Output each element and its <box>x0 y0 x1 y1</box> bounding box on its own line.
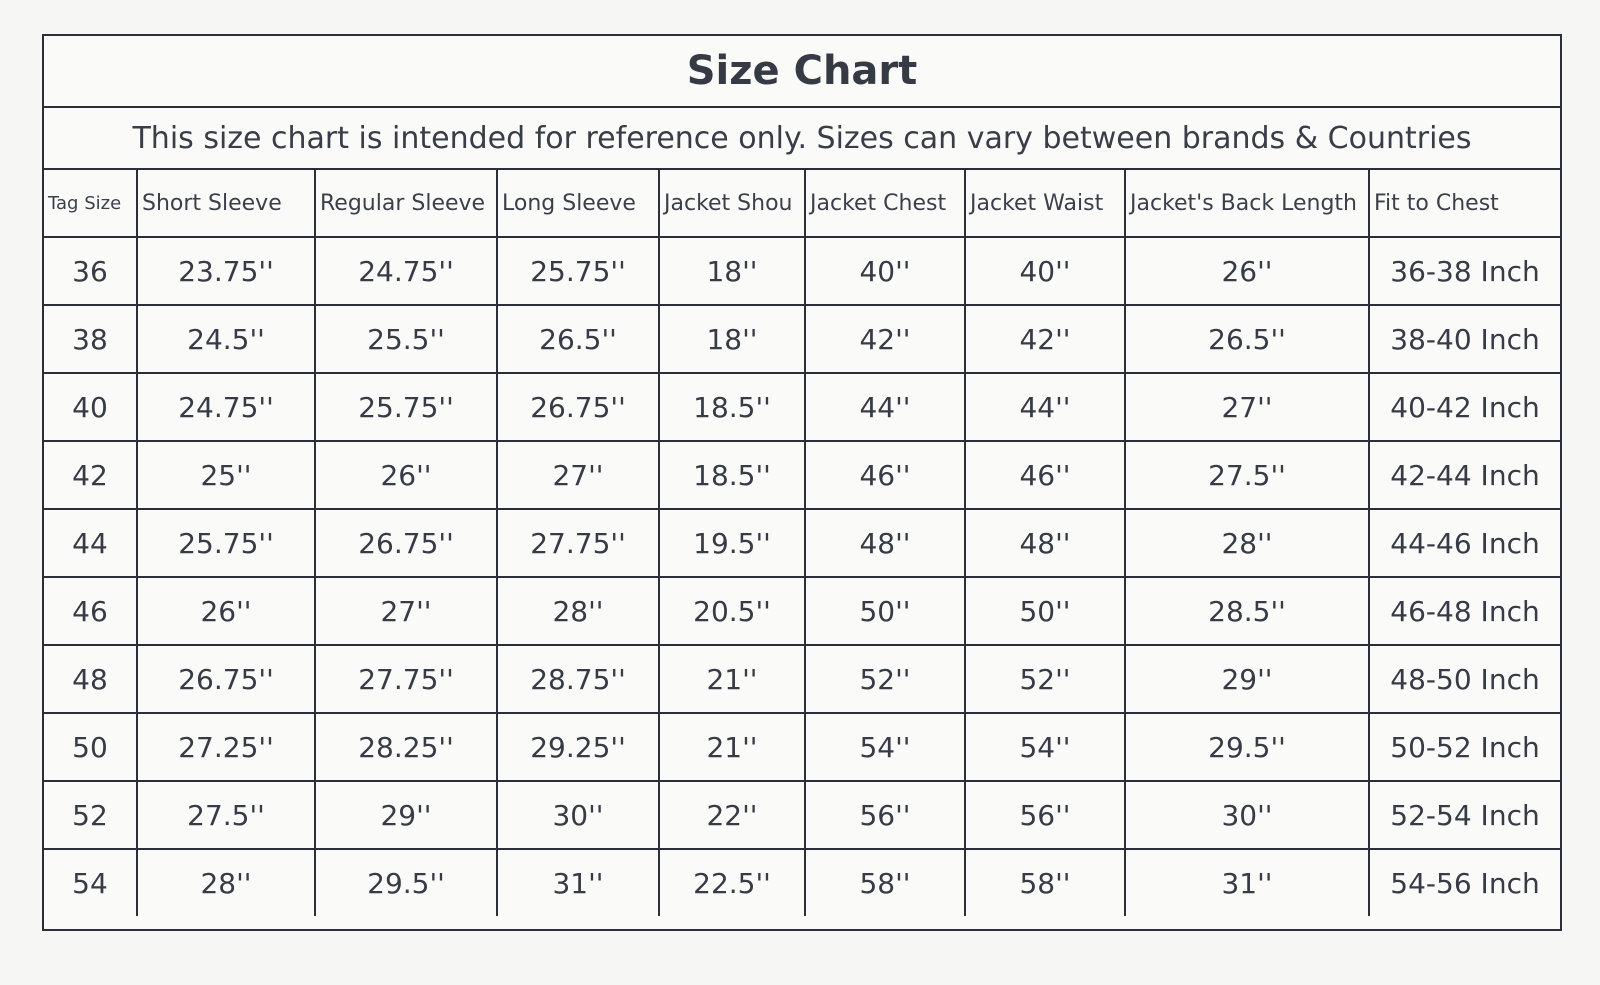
table-cell: 28'' <box>1125 509 1369 577</box>
table-cell: 27.75'' <box>497 509 659 577</box>
table-cell: 30'' <box>1125 781 1369 849</box>
table-cell: 18.5'' <box>659 373 805 441</box>
chart-title: Size Chart <box>44 36 1560 108</box>
header-row <box>44 170 1560 237</box>
table-cell: 40-42 Inch <box>1369 373 1560 441</box>
table-cell: 52-54 Inch <box>1369 781 1560 849</box>
table-cell: 54 <box>44 849 137 916</box>
table-row <box>44 849 1560 916</box>
table-cell: 18'' <box>659 237 805 305</box>
table-cell: 42 <box>44 441 137 509</box>
table-cell: 42-44 Inch <box>1369 441 1560 509</box>
table-cell: 44'' <box>965 373 1125 441</box>
table-row <box>44 509 1560 577</box>
table-cell: 40 <box>44 373 137 441</box>
table-cell: 28'' <box>497 577 659 645</box>
table-cell: 50'' <box>965 577 1125 645</box>
table-row <box>44 305 1560 373</box>
table-cell: 25.75'' <box>315 373 497 441</box>
table-cell: 21'' <box>659 713 805 781</box>
table-cell: 18.5'' <box>659 441 805 509</box>
table-cell: 27.5'' <box>137 781 315 849</box>
table-cell: 28.25'' <box>315 713 497 781</box>
table-cell: 26.5'' <box>1125 305 1369 373</box>
table-cell: 52'' <box>965 645 1125 713</box>
table-cell: 50-52 Inch <box>1369 713 1560 781</box>
table-cell: 36 <box>44 237 137 305</box>
table-cell: 29'' <box>315 781 497 849</box>
table-cell: 36-38 Inch <box>1369 237 1560 305</box>
table-cell: 26.75'' <box>497 373 659 441</box>
table-cell: 26.75'' <box>315 509 497 577</box>
table-cell: 50 <box>44 713 137 781</box>
table-cell: 50'' <box>805 577 965 645</box>
table-cell: 54'' <box>965 713 1125 781</box>
table-cell: 29.25'' <box>497 713 659 781</box>
table-row <box>44 645 1560 713</box>
chart-disclaimer: This size chart is intended for reference only. Sizes can vary between brands & Countries <box>44 108 1560 170</box>
table-cell: 21'' <box>659 645 805 713</box>
table-cell: 58'' <box>965 849 1125 916</box>
column-header-tag-size: Tag Size <box>44 170 137 237</box>
table-cell: 24.75'' <box>315 237 497 305</box>
table-cell: 42'' <box>965 305 1125 373</box>
table-cell: 24.5'' <box>137 305 315 373</box>
table-cell: 38-40 Inch <box>1369 305 1560 373</box>
table-cell: 25.75'' <box>497 237 659 305</box>
table-cell: 29.5'' <box>315 849 497 916</box>
table-cell: 44'' <box>805 373 965 441</box>
table-cell: 27'' <box>1125 373 1369 441</box>
table-cell: 26.5'' <box>497 305 659 373</box>
table-cell: 27'' <box>315 577 497 645</box>
table-cell: 52 <box>44 781 137 849</box>
table-cell: 25'' <box>137 441 315 509</box>
table-row <box>44 237 1560 305</box>
column-header-long-sleeve: Long Sleeve <box>497 170 659 237</box>
table-body <box>44 237 1560 916</box>
column-header-regular-sleeve: Regular Sleeve <box>315 170 497 237</box>
table-row <box>44 781 1560 849</box>
table-cell: 28.5'' <box>1125 577 1369 645</box>
table-cell: 38 <box>44 305 137 373</box>
table-cell: 29'' <box>1125 645 1369 713</box>
table-cell: 48 <box>44 645 137 713</box>
table-cell: 48-50 Inch <box>1369 645 1560 713</box>
table-cell: 30'' <box>497 781 659 849</box>
table-cell: 19.5'' <box>659 509 805 577</box>
table-cell: 25.75'' <box>137 509 315 577</box>
table-row <box>44 577 1560 645</box>
table-cell: 48'' <box>805 509 965 577</box>
table-cell: 40'' <box>805 237 965 305</box>
table-cell: 46'' <box>805 441 965 509</box>
table-cell: 46'' <box>965 441 1125 509</box>
table-cell: 22'' <box>659 781 805 849</box>
table-cell: 54-56 Inch <box>1369 849 1560 916</box>
size-chart-sheet <box>42 34 1562 931</box>
table-cell: 48'' <box>965 509 1125 577</box>
table-cell: 27.5'' <box>1125 441 1369 509</box>
table-cell: 42'' <box>805 305 965 373</box>
table-cell: 52'' <box>805 645 965 713</box>
table-cell: 58'' <box>805 849 965 916</box>
column-header-fit-to-chest: Fit to Chest <box>1369 170 1560 237</box>
table-cell: 56'' <box>805 781 965 849</box>
table-row <box>44 713 1560 781</box>
table-cell: 20.5'' <box>659 577 805 645</box>
table-cell: 31'' <box>497 849 659 916</box>
column-header-jacket-chest: Jacket Chest <box>805 170 965 237</box>
table-cell: 44-46 Inch <box>1369 509 1560 577</box>
table-cell: 27'' <box>497 441 659 509</box>
column-header-jacket-shoulder: Jacket Shou <box>659 170 805 237</box>
table-cell: 26'' <box>137 577 315 645</box>
table-cell: 23.75'' <box>137 237 315 305</box>
table-cell: 46 <box>44 577 137 645</box>
table-cell: 29.5'' <box>1125 713 1369 781</box>
table-cell: 44 <box>44 509 137 577</box>
table-row <box>44 441 1560 509</box>
table-cell: 18'' <box>659 305 805 373</box>
table-cell: 28.75'' <box>497 645 659 713</box>
column-header-jacket-back-length: Jacket's Back Length <box>1125 170 1369 237</box>
table-cell: 27.75'' <box>315 645 497 713</box>
size-table <box>44 170 1560 916</box>
table-cell: 26.75'' <box>137 645 315 713</box>
table-cell: 26'' <box>315 441 497 509</box>
table-cell: 40'' <box>965 237 1125 305</box>
table-cell: 56'' <box>965 781 1125 849</box>
table-cell: 46-48 Inch <box>1369 577 1560 645</box>
table-cell: 28'' <box>137 849 315 916</box>
table-row <box>44 373 1560 441</box>
table-cell: 25.5'' <box>315 305 497 373</box>
column-header-short-sleeve: Short Sleeve <box>137 170 315 237</box>
table-cell: 22.5'' <box>659 849 805 916</box>
table-cell: 24.75'' <box>137 373 315 441</box>
table-cell: 27.25'' <box>137 713 315 781</box>
table-cell: 31'' <box>1125 849 1369 916</box>
column-header-jacket-waist: Jacket Waist <box>965 170 1125 237</box>
table-cell: 54'' <box>805 713 965 781</box>
table-cell: 26'' <box>1125 237 1369 305</box>
